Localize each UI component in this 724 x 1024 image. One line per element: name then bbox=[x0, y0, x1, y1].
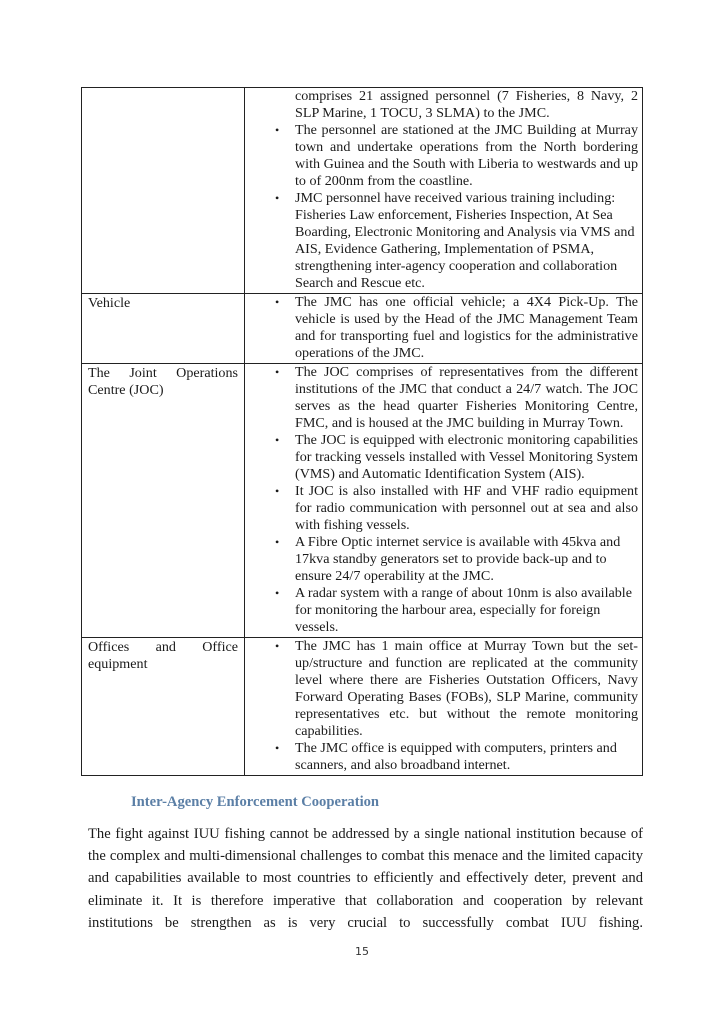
bullet-list bbox=[245, 638, 638, 774]
bullet-icon: • bbox=[275, 433, 280, 447]
section-paragraph: The fight against IUU fishing cannot be addressed by a single national institution because of the complex and multi-dimensional challenges to combat this menace and the limited capacity and capabilities available to most countries to efficiently and effectively deter, prevent and eliminate it. It is therefore imperative that collaboration and cooperation by relevant institutions be strengthen as is very crucial to successfully combat IUU fishing. bbox=[88, 826, 643, 931]
bullet-icon: • bbox=[275, 741, 280, 755]
list-item-text: The JMC has 1 main office at Murray Town but the set-up/structure and function are replicated at the community level where there are Fisheries Outstation Officers, Navy Forward Operating Bases (FOBs), SLP Marine, community representatives etc. but without the remote monitoring capabilities. bbox=[295, 638, 638, 739]
row-label-cell bbox=[82, 88, 245, 294]
row-label: Vehicle bbox=[88, 295, 131, 311]
list-item-text: The JOC is equipped with electronic monitoring capabilities for tracking vessels installed with Vessel Monitoring System (VMS) and Automatic Identification System (AIS). bbox=[295, 432, 638, 482]
row-label-cell bbox=[82, 364, 245, 638]
row-content-cell bbox=[245, 88, 643, 294]
page-number: 15 bbox=[355, 945, 369, 958]
table-row bbox=[82, 638, 643, 776]
table-row bbox=[82, 364, 643, 638]
list-item-text: comprises 21 assigned personnel (7 Fisheries, 8 Navy, 2 SLP Marine, 1 TOCU, 3 SLMA) to the JMC. bbox=[295, 88, 638, 121]
bullet-icon: • bbox=[275, 123, 280, 137]
list-item-text: JMC personnel have received various training including: Fisheries Law enforcement, Fisheries Inspection, At Sea Boarding, Electronic Monitoring and Analysis via VMS and AIS, Evidence Gathering, Implementation of PSMA, strengthening inter-agency cooperation and collaboration Search and Rescue etc. bbox=[295, 190, 635, 291]
row-content-cell bbox=[245, 638, 643, 776]
table-row bbox=[82, 88, 643, 294]
bullet-icon: • bbox=[275, 484, 280, 498]
row-content-cell bbox=[245, 294, 643, 364]
list-item-text: The JMC office is equipped with computers, printers and scanners, and also broadband internet. bbox=[295, 740, 617, 773]
list-item bbox=[245, 534, 638, 585]
list-item-text: The JOC comprises of representatives from the different institutions of the JMC that conduct a 24/7 watch. The JOC serves as the head quarter Fisheries Monitoring Centre, FMC, and is housed at the JMC building in Murray Town. bbox=[295, 364, 638, 431]
list-item-text: The personnel are stationed at the JMC Building at Murray town and undertake operations from the North bordering with Guinea and the South with Liberia to westwards and up to of 200nm from the coastline. bbox=[295, 122, 638, 189]
list-item bbox=[245, 585, 638, 636]
list-item bbox=[245, 432, 638, 483]
bullet-icon: • bbox=[275, 191, 280, 205]
row-label-cell bbox=[82, 638, 245, 776]
bullet-icon: • bbox=[275, 535, 280, 549]
bullet-list bbox=[245, 88, 638, 292]
bullet-icon: • bbox=[275, 639, 280, 653]
section-heading: Inter-Agency Enforcement Cooperation bbox=[131, 794, 380, 810]
list-item bbox=[245, 483, 638, 534]
list-item bbox=[245, 88, 638, 122]
bullet-icon: • bbox=[275, 365, 280, 379]
row-label-cell bbox=[82, 294, 245, 364]
row-label: The Joint Operations Centre (JOC) bbox=[88, 365, 238, 398]
bullet-icon: • bbox=[275, 586, 280, 600]
row-label: Offices and Office equipment bbox=[88, 639, 238, 672]
list-item bbox=[245, 364, 638, 432]
row-content-cell bbox=[245, 364, 643, 638]
table-row bbox=[82, 294, 643, 364]
bullet-list bbox=[245, 364, 638, 636]
bullet-icon: • bbox=[275, 295, 280, 309]
list-item-text: A Fibre Optic internet service is available with 45kva and 17kva standby generators set to provide back-up and to ensure 24/7 operability at the JMC. bbox=[295, 534, 621, 584]
list-item bbox=[245, 638, 638, 740]
list-item bbox=[245, 740, 638, 774]
list-item bbox=[245, 122, 638, 190]
list-item bbox=[245, 294, 638, 362]
bullet-list bbox=[245, 294, 638, 362]
list-item-text: It JOC is also installed with HF and VHF radio equipment for radio communication with personnel out at sea and also with fishing vessels. bbox=[295, 483, 638, 533]
list-item-text: A radar system with a range of about 10nm is also available for monitoring the harbour area, especially for foreign vessels. bbox=[295, 585, 632, 635]
list-item-text: The JMC has one official vehicle; a 4X4 Pick-Up. The vehicle is used by the Head of the JMC Management Team and for transporting fuel and logistics for the administrative operations of the JMC. bbox=[295, 294, 638, 361]
resources-table bbox=[81, 87, 643, 776]
list-item bbox=[245, 190, 638, 292]
